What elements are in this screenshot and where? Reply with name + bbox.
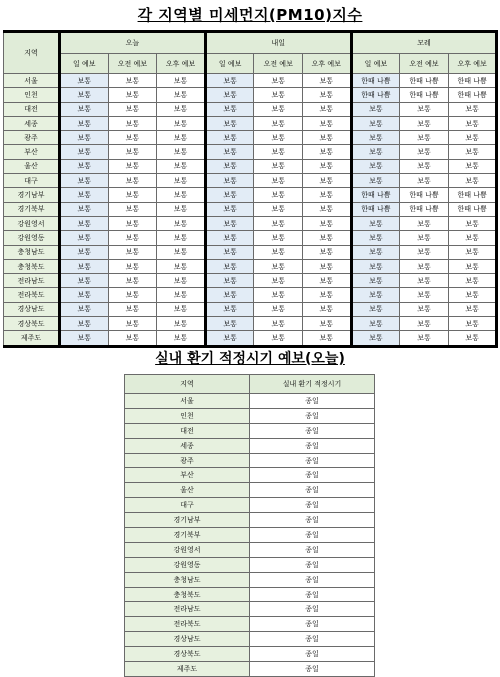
region-cell: 강원영서: [4, 216, 60, 230]
table-row: [4, 288, 497, 302]
forecast-value-cell: 보통: [448, 116, 497, 130]
forecast-value-cell: 보통: [205, 231, 254, 245]
forecast-value-cell: 보통: [254, 159, 303, 173]
forecast-value-cell: 보통: [60, 102, 109, 116]
forecast-value-cell: 보통: [400, 331, 449, 346]
table-row: [125, 542, 375, 557]
table-row: [125, 632, 375, 647]
forecast-value-cell: 보통: [60, 288, 109, 302]
forecast-value-cell: 보통: [205, 317, 254, 331]
forecast-value-cell: 보통: [303, 231, 352, 245]
forecast-value-cell: 보통: [108, 188, 157, 202]
forecast-value-cell: 보통: [157, 145, 206, 159]
forecast-value-cell: 한때 나쁨: [448, 202, 497, 216]
region-cell: 경상북도: [125, 647, 250, 662]
day-header: 내일: [205, 32, 351, 54]
forecast-value-cell: 보통: [303, 131, 352, 145]
region-cell: 충청북도: [4, 259, 60, 273]
forecast-value-cell: 한때 나쁨: [448, 188, 497, 202]
forecast-value-cell: 보통: [448, 131, 497, 145]
forecast-value-cell: 보통: [60, 131, 109, 145]
forecast-value-cell: 보통: [108, 216, 157, 230]
region-cell: 부산: [4, 145, 60, 159]
region-cell: 강원영동: [125, 557, 250, 572]
ventilation-time-cell: 종일: [250, 408, 375, 423]
forecast-value-cell: 보통: [157, 88, 206, 102]
table-row: [125, 617, 375, 632]
forecast-value-cell: 보통: [157, 202, 206, 216]
forecast-value-cell: 보통: [351, 302, 400, 316]
forecast-value-cell: 보통: [254, 216, 303, 230]
forecast-value-cell: 보통: [254, 174, 303, 188]
forecast-value-cell: 보통: [60, 159, 109, 173]
table-row: [125, 498, 375, 513]
forecast-value-cell: 보통: [254, 302, 303, 316]
forecast-value-cell: 보통: [400, 288, 449, 302]
forecast-value-cell: 보통: [254, 259, 303, 273]
table-row: [125, 438, 375, 453]
forecast-type-header: 오후 예보: [303, 54, 352, 74]
table-row: [4, 216, 497, 230]
region-header: 지역: [4, 32, 60, 74]
ventilation-time-cell: 종일: [250, 423, 375, 438]
ventilation-time-cell: 종일: [250, 557, 375, 572]
forecast-value-cell: 보통: [448, 145, 497, 159]
forecast-value-cell: 보통: [303, 116, 352, 130]
forecast-type-header: 일 예보: [60, 54, 109, 74]
forecast-value-cell: 보통: [303, 74, 352, 88]
region-cell: 울산: [125, 483, 250, 498]
forecast-value-cell: 보통: [351, 116, 400, 130]
forecast-title: 각 지역별 미세먼지(PM10)지수: [137, 6, 363, 24]
table-row: [125, 647, 375, 662]
forecast-value-cell: 보통: [351, 159, 400, 173]
region-cell: 인천: [125, 408, 250, 423]
table-row: [125, 408, 375, 423]
forecast-value-cell: 보통: [351, 274, 400, 288]
forecast-value-cell: 보통: [303, 145, 352, 159]
forecast-value-cell: 보통: [448, 259, 497, 273]
forecast-value-cell: 보통: [205, 131, 254, 145]
forecast-value-cell: 보통: [157, 245, 206, 259]
forecast-value-cell: 보통: [108, 288, 157, 302]
table-row: [125, 468, 375, 483]
forecast-value-cell: 보통: [303, 102, 352, 116]
ventilation-time-cell: 종일: [250, 572, 375, 587]
forecast-value-cell: 한때 나쁨: [400, 188, 449, 202]
forecast-value-cell: 보통: [205, 145, 254, 159]
table-row: [125, 557, 375, 572]
table-row: [125, 528, 375, 543]
table-row: [4, 74, 497, 88]
region-cell: 경상남도: [4, 302, 60, 316]
table-row: [4, 174, 497, 188]
forecast-value-cell: 보통: [303, 302, 352, 316]
region-cell: 세종: [125, 438, 250, 453]
forecast-value-cell: 보통: [254, 131, 303, 145]
forecast-type-header: 일 예보: [351, 54, 400, 74]
forecast-value-cell: 보통: [108, 88, 157, 102]
forecast-value-cell: 보통: [108, 74, 157, 88]
region-cell: 경기남부: [4, 188, 60, 202]
ventilation-time-cell: 종일: [250, 632, 375, 647]
forecast-value-cell: 한때 나쁨: [400, 74, 449, 88]
column-header: 실내 환기 적정시기: [250, 375, 375, 394]
region-cell: 전라북도: [4, 288, 60, 302]
forecast-value-cell: 보통: [400, 216, 449, 230]
forecast-value-cell: 보통: [157, 259, 206, 273]
forecast-value-cell: 보통: [254, 317, 303, 331]
region-cell: 제주도: [125, 662, 250, 677]
ventilation-time-cell: 종일: [250, 483, 375, 498]
forecast-value-cell: 보통: [60, 216, 109, 230]
forecast-value-cell: 보통: [108, 245, 157, 259]
table-row: [4, 317, 497, 331]
ventilation-time-cell: 종일: [250, 662, 375, 677]
forecast-value-cell: 보통: [303, 245, 352, 259]
forecast-value-cell: 보통: [157, 331, 206, 346]
region-cell: 부산: [125, 468, 250, 483]
forecast-value-cell: 보통: [351, 259, 400, 273]
table-row: [125, 587, 375, 602]
forecast-value-cell: 보통: [351, 131, 400, 145]
forecast-value-cell: 보통: [303, 331, 352, 346]
ventilation-table: [124, 374, 375, 677]
forecast-value-cell: 보통: [205, 259, 254, 273]
forecast-value-cell: 보통: [303, 274, 352, 288]
table-row: [4, 188, 497, 202]
forecast-value-cell: 보통: [254, 288, 303, 302]
forecast-value-cell: 한때 나쁨: [351, 74, 400, 88]
forecast-value-cell: 보통: [400, 317, 449, 331]
forecast-value-cell: 보통: [254, 202, 303, 216]
forecast-value-cell: 보통: [60, 88, 109, 102]
forecast-value-cell: 보통: [60, 245, 109, 259]
forecast-value-cell: 보통: [303, 259, 352, 273]
table-row: [4, 259, 497, 273]
region-cell: 경상남도: [125, 632, 250, 647]
table-row: [4, 231, 497, 245]
ventilation-time-cell: 종일: [250, 587, 375, 602]
forecast-value-cell: 보통: [205, 102, 254, 116]
day-header: 모레: [351, 32, 497, 54]
region-cell: 경기북부: [4, 202, 60, 216]
region-cell: 강원영서: [125, 542, 250, 557]
region-cell: 광주: [4, 131, 60, 145]
forecast-value-cell: 보통: [351, 317, 400, 331]
table-row: [4, 102, 497, 116]
forecast-value-cell: 보통: [254, 116, 303, 130]
forecast-value-cell: 보통: [108, 259, 157, 273]
forecast-value-cell: 보통: [400, 274, 449, 288]
forecast-value-cell: 보통: [108, 274, 157, 288]
forecast-value-cell: 보통: [351, 174, 400, 188]
region-cell: 제주도: [4, 331, 60, 346]
table-row: [4, 274, 497, 288]
forecast-value-cell: 보통: [448, 331, 497, 346]
region-cell: 충청남도: [125, 572, 250, 587]
forecast-value-cell: 보통: [157, 288, 206, 302]
forecast-value-cell: 보통: [108, 159, 157, 173]
forecast-value-cell: 보통: [205, 159, 254, 173]
forecast-value-cell: 보통: [400, 174, 449, 188]
forecast-value-cell: 보통: [205, 188, 254, 202]
forecast-value-cell: 보통: [108, 202, 157, 216]
forecast-value-cell: 보통: [108, 331, 157, 346]
forecast-value-cell: 보통: [60, 331, 109, 346]
region-cell: 대전: [125, 423, 250, 438]
forecast-value-cell: 보통: [205, 202, 254, 216]
forecast-value-cell: 보통: [400, 102, 449, 116]
forecast-value-cell: 보통: [448, 317, 497, 331]
forecast-value-cell: 보통: [205, 88, 254, 102]
forecast-value-cell: 보통: [400, 145, 449, 159]
forecast-value-cell: 보통: [400, 159, 449, 173]
forecast-value-cell: 보통: [108, 102, 157, 116]
forecast-type-header: 오전 예보: [254, 54, 303, 74]
column-header: 지역: [125, 375, 250, 394]
forecast-value-cell: 보통: [254, 331, 303, 346]
forecast-value-cell: 보통: [157, 302, 206, 316]
forecast-value-cell: 한때 나쁨: [448, 88, 497, 102]
header-row-days: [4, 32, 497, 54]
day-header: 오늘: [60, 32, 206, 54]
table-row: [4, 145, 497, 159]
header-row: [125, 375, 375, 394]
table-row: [4, 116, 497, 130]
forecast-value-cell: 보통: [157, 159, 206, 173]
forecast-value-cell: 한때 나쁨: [400, 88, 449, 102]
forecast-value-cell: 보통: [448, 174, 497, 188]
region-cell: 전라남도: [125, 602, 250, 617]
forecast-value-cell: 보통: [400, 231, 449, 245]
region-cell: 광주: [125, 453, 250, 468]
forecast-value-cell: 보통: [351, 145, 400, 159]
forecast-value-cell: 보통: [60, 174, 109, 188]
forecast-value-cell: 보통: [254, 231, 303, 245]
forecast-value-cell: 보통: [303, 216, 352, 230]
forecast-value-cell: 보통: [60, 188, 109, 202]
forecast-type-header: 오후 예보: [448, 54, 497, 74]
forecast-value-cell: 보통: [448, 302, 497, 316]
header-row-types: [4, 54, 497, 74]
forecast-value-cell: 보통: [205, 331, 254, 346]
forecast-value-cell: 보통: [303, 174, 352, 188]
forecast-value-cell: 보통: [205, 216, 254, 230]
forecast-value-cell: 보통: [254, 102, 303, 116]
forecast-value-cell: 보통: [303, 159, 352, 173]
table-row: [125, 483, 375, 498]
forecast-value-cell: 보통: [108, 302, 157, 316]
table-row: [4, 88, 497, 102]
forecast-value-cell: 보통: [400, 131, 449, 145]
forecast-value-cell: 보통: [157, 174, 206, 188]
pm10-forecast-table: [3, 30, 498, 348]
forecast-value-cell: 보통: [60, 116, 109, 130]
table-row: [125, 602, 375, 617]
ventilation-time-cell: 종일: [250, 647, 375, 662]
forecast-value-cell: 보통: [108, 317, 157, 331]
region-cell: 대구: [4, 174, 60, 188]
forecast-value-cell: 보통: [157, 131, 206, 145]
forecast-value-cell: 보통: [254, 245, 303, 259]
forecast-type-header: 일 예보: [205, 54, 254, 74]
forecast-value-cell: 보통: [205, 302, 254, 316]
ventilation-time-cell: 종일: [250, 602, 375, 617]
table-row: [4, 202, 497, 216]
forecast-value-cell: 보통: [60, 317, 109, 331]
forecast-value-cell: 보통: [448, 102, 497, 116]
forecast-value-cell: 보통: [205, 74, 254, 88]
forecast-value-cell: 한때 나쁨: [448, 74, 497, 88]
table-row: [125, 513, 375, 528]
forecast-value-cell: 보통: [303, 317, 352, 331]
forecast-value-cell: 보통: [254, 274, 303, 288]
forecast-value-cell: 보통: [448, 159, 497, 173]
ventilation-title: 실내 환기 적정시기 예보(오늘): [155, 351, 345, 367]
forecast-value-cell: 보통: [400, 259, 449, 273]
forecast-value-cell: 보통: [205, 116, 254, 130]
region-cell: 대구: [125, 498, 250, 513]
forecast-value-cell: 보통: [448, 274, 497, 288]
forecast-value-cell: 보통: [448, 245, 497, 259]
region-cell: 경기남부: [125, 513, 250, 528]
forecast-value-cell: 보통: [448, 231, 497, 245]
forecast-value-cell: 보통: [351, 245, 400, 259]
forecast-value-cell: 보통: [60, 274, 109, 288]
forecast-value-cell: 보통: [205, 245, 254, 259]
forecast-value-cell: 보통: [157, 317, 206, 331]
table-row: [4, 302, 497, 316]
region-cell: 전라남도: [4, 274, 60, 288]
ventilation-time-cell: 종일: [250, 453, 375, 468]
forecast-type-header: 오전 예보: [108, 54, 157, 74]
table-row: [4, 331, 497, 346]
forecast-value-cell: 보통: [157, 74, 206, 88]
table-row: [4, 131, 497, 145]
forecast-value-cell: 보통: [60, 74, 109, 88]
forecast-value-cell: 보통: [108, 145, 157, 159]
table-row: [125, 453, 375, 468]
forecast-value-cell: 보통: [400, 116, 449, 130]
forecast-value-cell: 보통: [303, 188, 352, 202]
table-row: [4, 245, 497, 259]
forecast-value-cell: 보통: [254, 188, 303, 202]
forecast-value-cell: 보통: [400, 302, 449, 316]
table-row: [125, 572, 375, 587]
forecast-value-cell: 보통: [108, 116, 157, 130]
region-cell: 서울: [125, 394, 250, 409]
forecast-type-header: 오후 예보: [157, 54, 206, 74]
forecast-value-cell: 보통: [108, 174, 157, 188]
region-cell: 세종: [4, 116, 60, 130]
forecast-value-cell: 보통: [60, 231, 109, 245]
region-cell: 경기북부: [125, 528, 250, 543]
forecast-value-cell: 보통: [351, 288, 400, 302]
forecast-value-cell: 보통: [351, 216, 400, 230]
forecast-value-cell: 보통: [351, 102, 400, 116]
ventilation-time-cell: 종일: [250, 542, 375, 557]
forecast-value-cell: 보통: [157, 188, 206, 202]
forecast-value-cell: 보통: [254, 74, 303, 88]
region-cell: 강원영동: [4, 231, 60, 245]
forecast-value-cell: 보통: [205, 174, 254, 188]
region-cell: 울산: [4, 159, 60, 173]
forecast-value-cell: 보통: [157, 116, 206, 130]
forecast-value-cell: 보통: [351, 331, 400, 346]
region-cell: 인천: [4, 88, 60, 102]
ventilation-time-cell: 종일: [250, 498, 375, 513]
forecast-value-cell: 보통: [448, 288, 497, 302]
forecast-value-cell: 보통: [157, 216, 206, 230]
forecast-value-cell: 보통: [351, 231, 400, 245]
ventilation-time-cell: 종일: [250, 394, 375, 409]
forecast-value-cell: 한때 나쁨: [351, 188, 400, 202]
forecast-value-cell: 보통: [205, 274, 254, 288]
region-cell: 전라북도: [125, 617, 250, 632]
forecast-value-cell: 보통: [108, 231, 157, 245]
forecast-value-cell: 보통: [400, 245, 449, 259]
forecast-value-cell: 보통: [205, 288, 254, 302]
table-row: [4, 159, 497, 173]
ventilation-time-cell: 종일: [250, 513, 375, 528]
forecast-value-cell: 보통: [254, 145, 303, 159]
forecast-value-cell: 보통: [303, 288, 352, 302]
forecast-value-cell: 보통: [157, 274, 206, 288]
forecast-value-cell: 보통: [60, 202, 109, 216]
ventilation-time-cell: 종일: [250, 528, 375, 543]
forecast-value-cell: 보통: [108, 131, 157, 145]
table-row: [125, 662, 375, 677]
forecast-value-cell: 보통: [60, 145, 109, 159]
ventilation-time-cell: 종일: [250, 438, 375, 453]
forecast-value-cell: 보통: [157, 102, 206, 116]
table-row: [125, 394, 375, 409]
forecast-value-cell: 보통: [254, 88, 303, 102]
region-cell: 충청북도: [125, 587, 250, 602]
region-cell: 경상북도: [4, 317, 60, 331]
forecast-value-cell: 보통: [60, 302, 109, 316]
forecast-value-cell: 한때 나쁨: [400, 202, 449, 216]
forecast-value-cell: 보통: [157, 231, 206, 245]
forecast-type-header: 오전 예보: [400, 54, 449, 74]
table-row: [125, 423, 375, 438]
region-cell: 대전: [4, 102, 60, 116]
forecast-value-cell: 보통: [448, 216, 497, 230]
forecast-value-cell: 한때 나쁨: [351, 202, 400, 216]
forecast-value-cell: 보통: [303, 88, 352, 102]
ventilation-time-cell: 종일: [250, 617, 375, 632]
forecast-value-cell: 보통: [60, 259, 109, 273]
region-cell: 충청남도: [4, 245, 60, 259]
forecast-value-cell: 보통: [303, 202, 352, 216]
forecast-value-cell: 한때 나쁨: [351, 88, 400, 102]
ventilation-time-cell: 종일: [250, 468, 375, 483]
region-cell: 서울: [4, 74, 60, 88]
